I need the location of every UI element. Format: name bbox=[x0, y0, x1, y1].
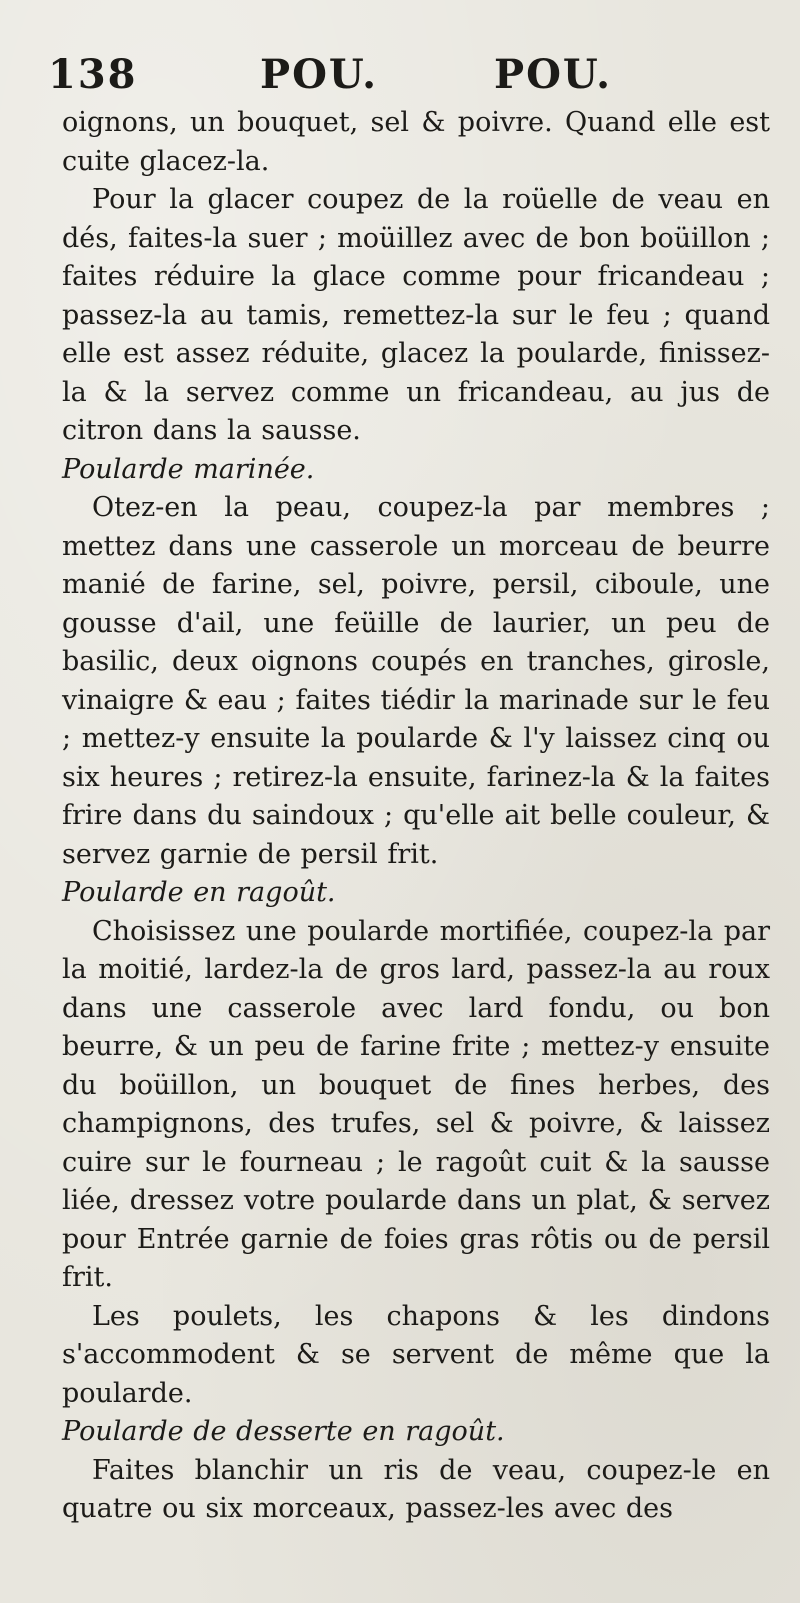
paragraph-poulets: Les poulets, les chapons & les dindons s'accommodent & se servent de même que la poularde. bbox=[62, 1300, 770, 1409]
page-header bbox=[48, 46, 770, 104]
paragraph-marinee: Otez-en la peau, coupez-la par membres ; mettez dans une casserole un morceau de beurre manié de farine, sel, poivre, persil, ciboule, une gousse d'ail, une feüille de laurier, un peu de basilic, deux oignons coupés en tranches, girosle, vinaigre & eau ; faites tiédir la marinade sur le feu ; mettez-y ensuite la poularde & l'y laissez cinq ou six heures ; retirez-la ensuite, farinez-la & la faites frire dans du saindoux ; qu'elle ait belle couleur, & servez garnie de persil frit. bbox=[62, 492, 770, 870]
recipe-heading-poularde-marinee: Poularde marinée. bbox=[62, 453, 315, 485]
running-head-right: POU. bbox=[494, 51, 613, 98]
paragraph-ragout: Choisissez une poularde mortifiée, coupez-la par la moitié, lardez-la de gros lard, passez-la au roux dans une casserole avec lard fondu, ou bon beurre, & un peu de farine frite ; mettez-y ensuite du boüillon, un bouquet de fines herbes, des champignons, des trufes, sel & poivre, & laissez cuire sur le fourneau ; le ragoût cuit & la sausse liée, dressez votre poularde dans un plat, & servez pour Entrée garnie de foies gras rôtis ou de persil frit. bbox=[62, 915, 770, 1293]
paragraph-continued: oignons, un bouquet, sel & poivre. Quand elle est cuite glacez-la. bbox=[62, 107, 770, 177]
recipe-heading-poularde-de-desserte: Poularde de desserte en ragoût. bbox=[62, 1416, 505, 1447]
page-number: 138 bbox=[48, 51, 138, 98]
recipe-heading-poularde-en-ragout: Poularde en ragoût. bbox=[62, 877, 336, 908]
running-head-left: POU. bbox=[260, 51, 379, 98]
body-text bbox=[62, 104, 770, 1529]
paragraph-glazing: Pour la glacer coupez de la roüelle de veau en dés, faites-la suer ; moüillez avec de bon boüillon ; faites réduire la glace comme pour fricandeau ; passez-la au tamis, remettez-la sur le feu ; quand elle est assez réduite, glacez la poularde, finissez-la & la servez comme un fricandeau, au jus de citron dans la sausse. bbox=[62, 184, 770, 446]
paragraph-desserte: Faites blanchir un ris de veau, coupez-le en quatre ou six morceaux, passez-les avec des bbox=[62, 1454, 770, 1524]
